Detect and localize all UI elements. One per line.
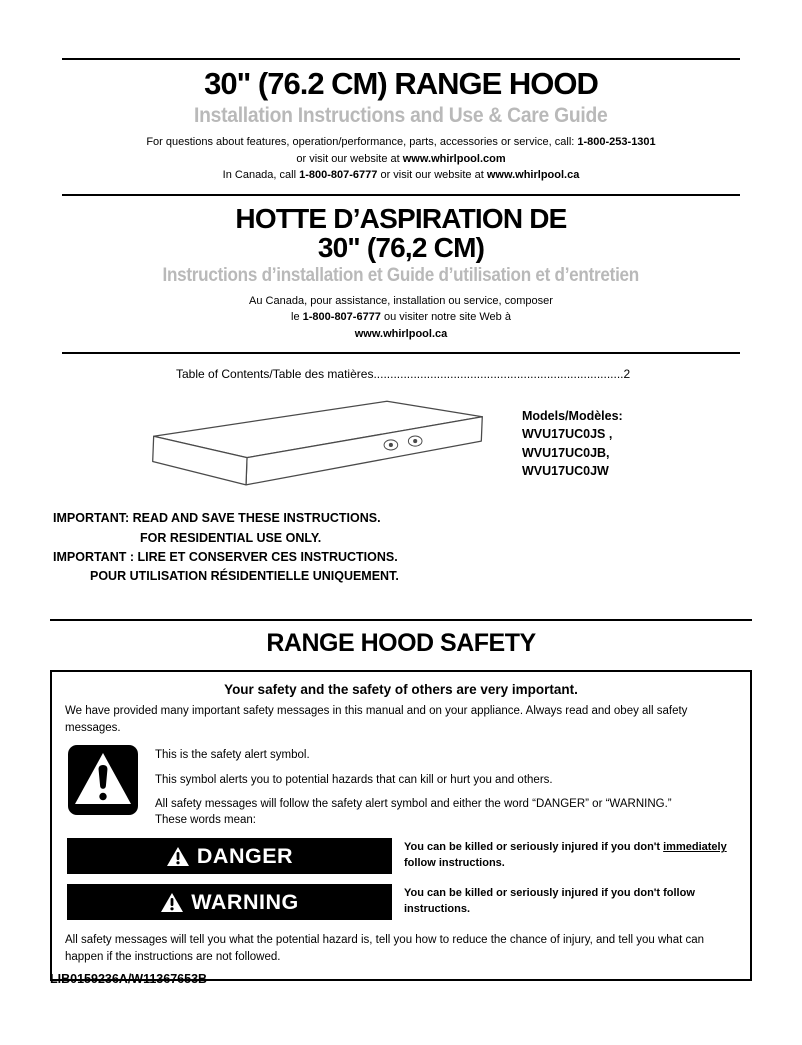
- contact-info-english: [0, 134, 802, 184]
- divider-safety-section: [50, 619, 752, 621]
- danger-sign: [67, 838, 392, 874]
- important-line-en-1: IMPORTANT: READ AND SAVE THESE INSTRUCTIONS.: [53, 511, 381, 526]
- safety-intro-text: We have provided many important safety messages in this manual and on your appliance. Always read and obey all safety messages.: [65, 704, 688, 734]
- warning-row: [65, 884, 737, 920]
- subtitle-english-wrap: [0, 104, 802, 128]
- warning-text-line2: instructions.: [404, 903, 471, 916]
- important-line-fr-2: POUR UTILISATION RÉSIDENTIELLE UNIQUEMENT.: [90, 569, 399, 584]
- warning-sign: [67, 884, 392, 920]
- contact-en-line1-text: For questions about features, operation/performance, parts, accessories or service, call:: [146, 136, 578, 148]
- contact-en-phone-us: 1-800-253-1301: [577, 136, 656, 148]
- safety-outro-text: All safety messages will tell you what the potential hazard is, tell you how to reduce the chance of injury, and tell you what can happen if the instructions are not followed.: [65, 934, 705, 963]
- model-number: WVU17UC0JB,: [522, 445, 610, 460]
- title-french-line2: 30" (76,2 CM): [317, 232, 485, 264]
- danger-text-pre: You can be killed or seriously injured if you don't: [404, 841, 664, 854]
- danger-text-line2: follow instructions.: [404, 857, 505, 870]
- subtitle-french-wrap: [0, 265, 802, 287]
- safety-symbol-line-2: This symbol alerts you to potential hazards that can kill or hurt you and others.: [155, 773, 553, 786]
- warning-text-line1: You can be killed or seriously injured if you don't follow: [404, 887, 695, 900]
- model-number: WVU17UC0JS ,: [522, 427, 613, 442]
- safety-symbol-line-4: These words mean:: [155, 813, 256, 826]
- safety-symbol-text: [155, 744, 672, 828]
- toc-dot-leader: ...........................................................................: [373, 367, 624, 382]
- subtitle-french: Instructions d’installation et Guide d’utilisation et d’entretien: [162, 264, 640, 286]
- contact-info-french: [0, 293, 802, 343]
- contact-fr-line2-pre: le: [291, 311, 303, 324]
- contact-fr-line1: Au Canada, pour assistance, installation ou service, composer: [249, 294, 553, 307]
- warning-sign-label: WARNING: [191, 889, 299, 914]
- warning-triangle-icon: [160, 892, 184, 913]
- contact-en-line3-mid: or visit our website at: [377, 169, 487, 181]
- safety-box: [50, 670, 752, 981]
- danger-row: [65, 838, 737, 874]
- danger-triangle-icon: [166, 846, 190, 867]
- danger-text-underlined: immediately: [663, 841, 727, 854]
- important-line-fr-1: IMPORTANT : LIRE ET CONSERVER CES INSTRUCTIONS.: [53, 550, 398, 565]
- warning-description: [404, 886, 737, 918]
- important-notice: [53, 509, 802, 587]
- safety-symbol-row: [65, 744, 737, 828]
- divider-mid-1: [62, 194, 740, 196]
- contact-en-phone-ca: 1-800-807-6777: [299, 169, 378, 181]
- model-number: WVU17UC0JW: [522, 463, 609, 478]
- models-block: [522, 407, 623, 480]
- toc-page-number: 2: [623, 367, 631, 382]
- divider-mid-2: [62, 352, 740, 354]
- contact-fr-phone: 1-800-807-6777: [302, 311, 381, 324]
- contact-fr-line2-post: ou visiter notre site Web à: [380, 311, 511, 324]
- range-hood-illustration: [142, 395, 492, 493]
- divider-top: [62, 58, 740, 60]
- subtitle-english: Installation Instructions and Use & Care Guide: [194, 104, 608, 127]
- title-french-line1: HOTTE D’ASPIRATION DE: [235, 202, 567, 234]
- models-heading: Models/Modèles:: [522, 409, 623, 424]
- safety-symbol-line-1: This is the safety alert symbol.: [155, 749, 310, 762]
- important-line-en-2: FOR RESIDENTIAL USE ONLY.: [140, 530, 322, 545]
- table-of-contents-line: [176, 367, 654, 381]
- danger-description: [404, 840, 737, 872]
- contact-fr-website: www.whirlpool.ca: [354, 327, 448, 340]
- contact-en-line2-text: or visit our website at: [296, 152, 403, 165]
- safety-alert-icon: [67, 744, 139, 816]
- safety-section-title: RANGE HOOD SAFETY: [266, 628, 536, 657]
- contact-en-website-us: www.whirlpool.com: [402, 152, 506, 165]
- title-english: 30" (76.2 CM) RANGE HOOD: [204, 66, 598, 101]
- safety-symbol-line-3: All safety messages will follow the safety alert symbol and either the word “DANGER” or “WARNING.”: [155, 798, 672, 811]
- toc-label: Table of Contents/Table des matières: [176, 367, 374, 382]
- document-number: LIB0159236A/W11367653B: [50, 972, 208, 986]
- danger-sign-label: DANGER: [196, 843, 294, 868]
- contact-en-line3-text: In Canada, call: [222, 169, 300, 181]
- title-french: [0, 204, 802, 263]
- contact-en-website-ca: www.whirlpool.ca: [486, 169, 580, 181]
- product-figure-row: [142, 395, 762, 493]
- safety-box-heading: Your safety and the safety of others are very important.: [224, 681, 578, 697]
